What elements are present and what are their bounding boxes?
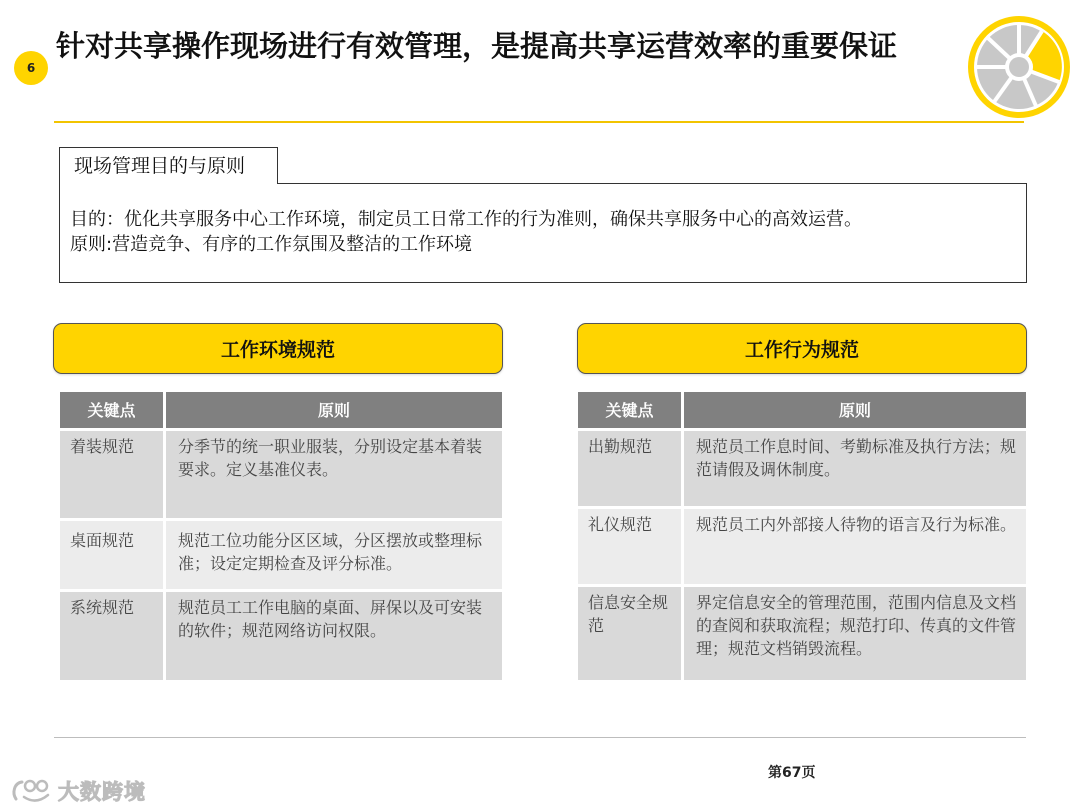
- row-key: 系统规范: [60, 592, 163, 680]
- work-environment-table: [60, 392, 502, 680]
- footer-divider: [54, 737, 1026, 738]
- logo-wheel-icon: [966, 14, 1072, 120]
- purpose-box: [59, 183, 1027, 283]
- work-environment-header: 工作环境规范: [53, 323, 503, 374]
- principle-line: 原则:营造竞争、有序的工作氛围及整洁的工作环境: [70, 234, 473, 255]
- row-key: 着装规范: [60, 431, 163, 518]
- row-key: 桌面规范: [60, 521, 163, 589]
- table-row: [578, 587, 1026, 680]
- row-key: 出勤规范: [578, 431, 681, 506]
- row-principle: 规范工位功能分区区域，分区摆放或整理标准；设定定期检查及评分标准。: [166, 521, 502, 589]
- row-principle: 分季节的统一职业服装，分别设定基本着装要求。定义基准仪表。: [166, 431, 502, 518]
- row-key: 礼仪规范: [578, 509, 681, 584]
- column-header-key: 关键点: [60, 392, 163, 428]
- page-title: 针对共享操作现场进行有效管理，是提高共享运营效率的重要保证: [56, 29, 898, 63]
- column-header-principle: 原则: [166, 392, 502, 428]
- watermark-logo-icon: [10, 777, 54, 805]
- page-number-badge: 6: [14, 51, 48, 85]
- table-row: [60, 431, 502, 518]
- table-header-row: [60, 392, 502, 428]
- table-row: [578, 509, 1026, 584]
- column-header-principle: 原则: [684, 392, 1026, 428]
- purpose-tab-label: 现场管理目的与原则: [59, 147, 278, 184]
- row-principle: 规范员工工作电脑的桌面、屏保以及可安装的软件；规范网络访问权限。: [166, 592, 502, 680]
- table-row: [60, 521, 502, 589]
- row-key: 信息安全规范: [578, 587, 681, 680]
- row-principle: 界定信息安全的管理范围，范围内信息及文档的查阅和获取流程；规范打印、传真的文件管理；规范文档销毁流程。: [684, 587, 1026, 680]
- table-row: [60, 592, 502, 680]
- table-row: [578, 431, 1026, 506]
- row-principle: 规范员工内外部接人待物的语言及行为标准。: [684, 509, 1026, 584]
- row-principle: 规范员工作息时间、考勤标准及执行方法；规范请假及调休制度。: [684, 431, 1026, 506]
- work-behavior-table: [578, 392, 1026, 680]
- watermark-text: 大数跨境: [58, 780, 146, 804]
- column-header-key: 关键点: [578, 392, 681, 428]
- work-behavior-header: 工作行为规范: [577, 323, 1027, 374]
- watermark: [10, 776, 146, 806]
- purpose-line: 目的：优化共享服务中心工作环境，制定员工日常工作的行为准则，确保共享服务中心的高效运营。: [70, 209, 862, 230]
- title-divider: [54, 121, 1024, 123]
- page-footer: 第67页: [768, 765, 816, 781]
- table-header-row: [578, 392, 1026, 428]
